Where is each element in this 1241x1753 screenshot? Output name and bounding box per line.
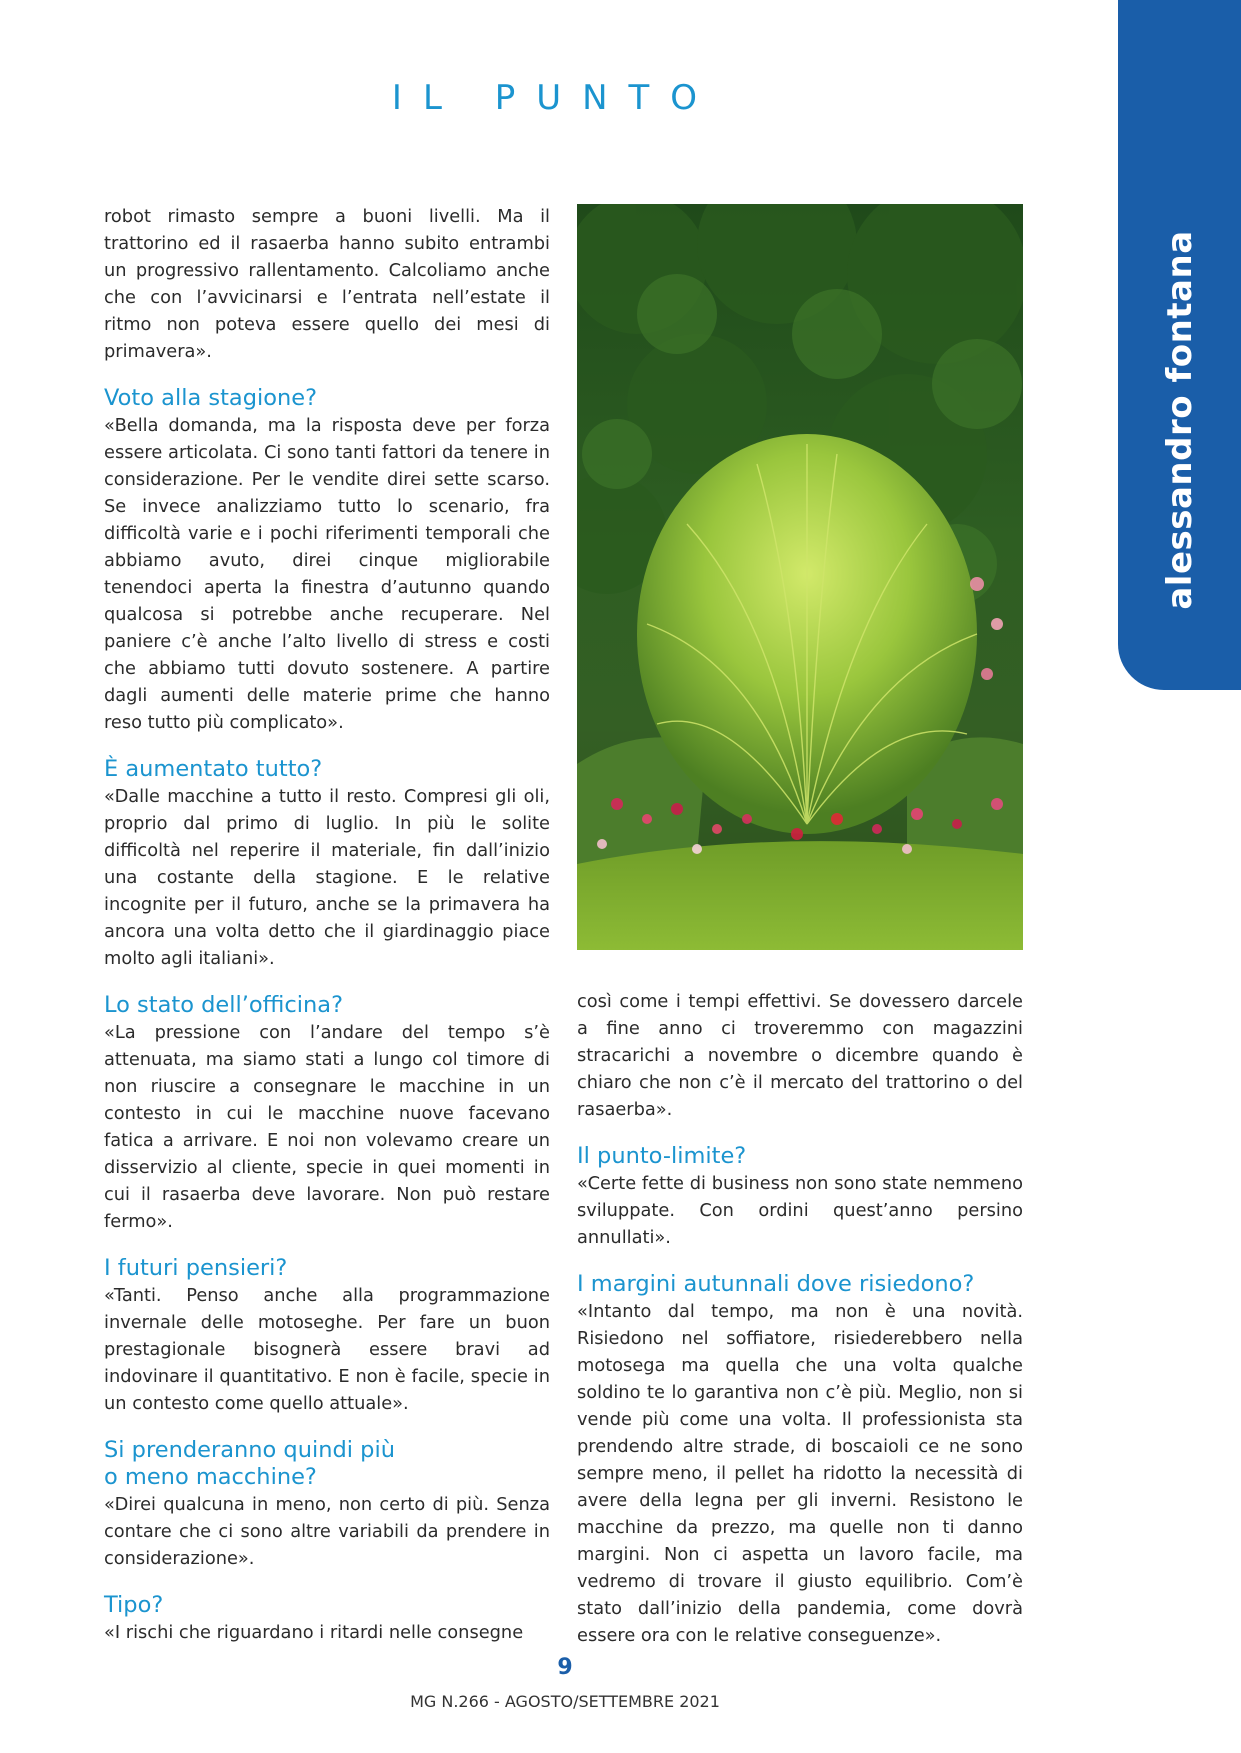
interview-paragraph: «Bella domanda, ma la risposta deve per forza essere articolata. Ci sono tanti fattori da tenere in considerazione. Per le vendite direi sette scarso. Se invece analizziamo tutto lo scenario, fra difficoltà varie e i pochi riferimenti temporali che abbiamo avuto, direi cinque migliorabile tenendoci aperta la finestra d’autunno quando qualcosa si potrebbe anche recuperare. Nel paniere c’è anche l’alto livello di stress e costi che abbiamo tutti dovuto sostenere. A partire dagli aumenti delle materie prime che hanno reso tutto più complicato». — [104, 415, 550, 733]
interview-paragraph: robot rimasto sempre a buoni livelli. Ma il trattorino ed il rasaerba hanno subito entrambi un progressivo rallentamento. Calcoliamo anche che con l’avvicinarsi e l’entrata nell’estate il ritmo non poteva essere quello dei mesi di primavera». — [104, 206, 550, 362]
interview-question: I margini autunnali dove risiedono? — [577, 1271, 975, 1297]
interview-paragraph: «Dalle macchine a tutto il resto. Compresi gli oli, proprio dal primo di luglio. In più le solite difficoltà nel reperire il materiale, fin dall’inizio una costante della stagione. E le relative incognite per il futuro, anche se la primavera ha ancora una volta detto che il giardinaggio piace molto agli italiani». — [104, 786, 550, 969]
interview-paragraph: «I rischi che riguardano i ritardi nelle consegne — [104, 1622, 524, 1643]
interview-question: È aumentato tutto? — [104, 756, 323, 782]
garden-photo — [577, 204, 1023, 950]
interview-question: Tipo? — [104, 1592, 164, 1618]
author-tab — [1118, 0, 1241, 690]
interview-paragraph: così come i tempi effettivi. Se dovessero darcele a fine anno ci troveremmo con magazzini stracarichi a novembre o dicembre quando è chiaro che non c’è il mercato del trattorino o del rasaerba». — [577, 991, 1023, 1120]
interview-paragraph: «La pressione con l’andare del tempo s’è attenuata, ma siamo stati a lungo col timore di non riuscire a consegnare le macchine in un contesto in cui le macchine nuove facevano fatica a arrivare. E noi non volevamo creare un disservizio al cliente, specie in quei momenti in cui il rasaerba deve lavorare. Non può restare fermo». — [104, 1022, 550, 1232]
section-title: IL PUNTO — [391, 78, 719, 118]
interview-paragraph: «Intanto dal tempo, ma non è una novità. Risiedono nel soffiatore, risiederebbero nella motosega ma quella che una volta qualche soldino te lo garantiva non c’è più. Meglio, non si vende più come una volta. Il professionista sta prendendo altre strade, di boscaioli ce ne sono sempre meno, il pellet ha ridotto la necessità di avere della legna per gli inverni. Resistono le macchine da prezzo, ma quelle non ti danno margini. Non ci aspetta un lavoro facile, ma vedremo di trovare il giusto equilibrio. Com’è stato dall’inizio della pandemia, come dovrà essere ora con le relative conseguenze». — [577, 1301, 1023, 1646]
interview-question: Lo stato dell’officina? — [104, 992, 344, 1018]
issue-info: MG N.266 - AGOSTO/SETTEMBRE 2021 — [410, 1692, 720, 1711]
interview-question: Il punto-limite? — [577, 1143, 747, 1169]
article-column-right — [577, 988, 1023, 1649]
page-number: 9 — [557, 1655, 573, 1680]
interview-question: Si prenderanno quindi più o meno macchine? — [104, 1437, 395, 1490]
author-name: alessandro fontana — [1159, 230, 1200, 610]
interview-question: I futuri pensieri? — [104, 1255, 288, 1281]
interview-paragraph: «Tanti. Penso anche alla programmazione invernale delle motoseghe. Per fare un buon prestagionale bisognerà essere bravi ad indovinare il quantitativo. E non è facile, specie in un contesto come quello attuale». — [104, 1285, 550, 1414]
article-column-left — [104, 203, 550, 1646]
interview-paragraph: «Certe fette di business non sono state nemmeno sviluppate. Con ordini quest’anno persino annullati». — [577, 1173, 1023, 1248]
interview-paragraph: «Direi qualcuna in meno, non certo di più. Senza contare che ci sono altre variabili da prendere in considerazione». — [104, 1494, 550, 1569]
interview-question: Voto alla stagione? — [104, 385, 318, 411]
